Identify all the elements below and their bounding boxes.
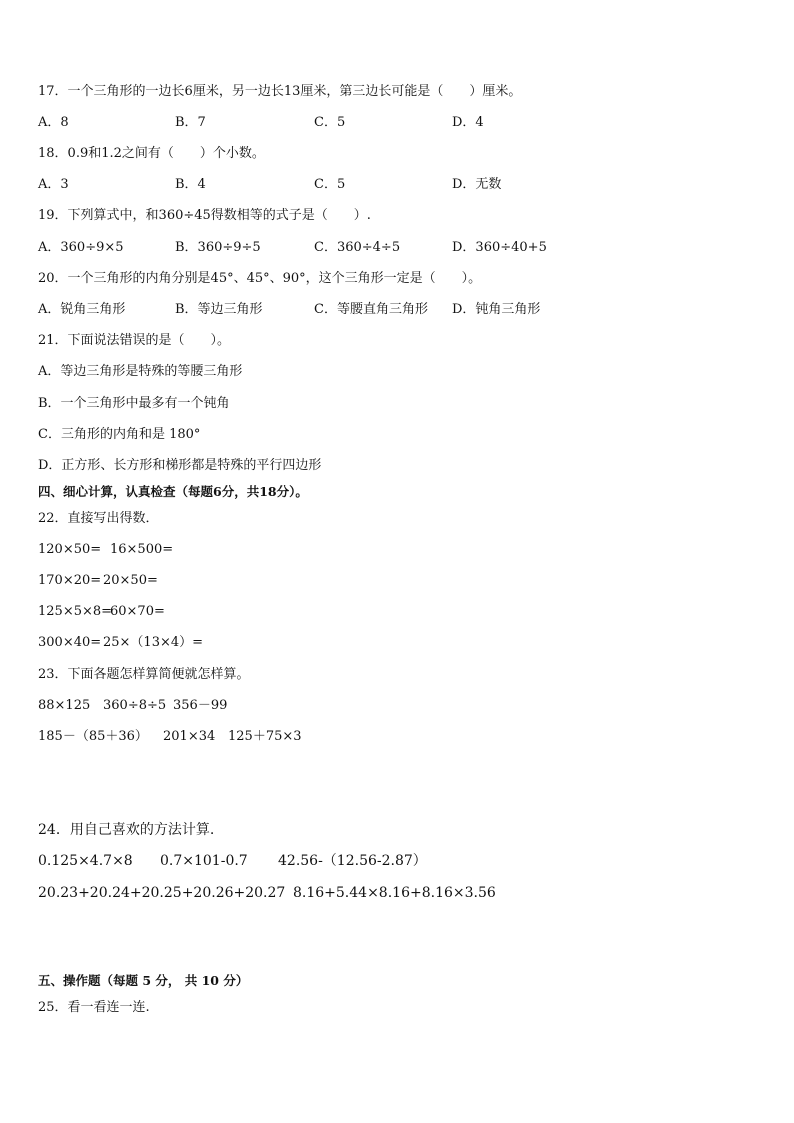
- q22-row1-expr2: 16×500=: [110, 542, 174, 557]
- question-17-stem: 17．一个三角形的一边长6厘米，另一边长13厘米，第三边长可能是（ ）厘米。: [38, 84, 522, 99]
- q23-row1-expr3: 356－99: [173, 698, 228, 713]
- q23-row2-expr1: 185－（85＋36）: [38, 729, 148, 744]
- question-19-option-c: C．360÷4÷5: [314, 240, 401, 255]
- q22-row3-expr2: 60×70=: [110, 604, 165, 619]
- question-24-stem: 24．用自己喜欢的方法计算.: [38, 822, 215, 838]
- q22-row1-expr1: 120×50=: [38, 542, 102, 557]
- q22-row2-expr1: 170×20=: [38, 573, 102, 588]
- question-18-option-b: B．4: [175, 177, 206, 192]
- q22-row4-expr2: 25×（13×4）=: [103, 635, 204, 650]
- question-25-stem: 25．看一看连一连.: [38, 1000, 150, 1015]
- question-20-option-b: B．等边三角形: [175, 302, 263, 317]
- question-19-option-a: A．360÷9×5: [38, 240, 124, 255]
- question-18-option-d: D．无数: [452, 177, 502, 192]
- question-21-option-d: D．正方形、长方形和梯形都是特殊的平行四边形: [38, 458, 322, 473]
- section-4-title: 四、细心计算，认真检查（每题6分，共18分）。: [38, 484, 308, 499]
- question-20-option-c: C．等腰直角三角形: [314, 302, 428, 317]
- question-17-option-d: D．4: [452, 115, 484, 130]
- q23-row2-expr3: 125＋75×3: [228, 729, 302, 744]
- question-20-option-a: A．锐角三角形: [38, 302, 126, 317]
- q22-row2-expr2: 20×50=: [103, 573, 158, 588]
- question-21-option-c: C．三角形的内角和是 180°: [38, 427, 201, 442]
- question-21-option-b: B．一个三角形中最多有一个钝角: [38, 396, 230, 411]
- question-20-stem: 20．一个三角形的内角分别是45°、45°、90°，这个三角形一定是（ ）。: [38, 271, 482, 286]
- q24-row2-expr1: 20.23+20.24+20.25+20.26+20.27: [38, 885, 286, 901]
- q24-row1-expr1: 0.125×4.7×8: [38, 853, 133, 869]
- question-21-stem: 21．下面说法错误的是（ ）。: [38, 333, 231, 348]
- question-23-stem: 23．下面各题怎样算简便就怎样算。: [38, 667, 250, 682]
- question-17-option-c: C．5: [314, 115, 346, 130]
- question-17-option-a: A．8: [38, 115, 69, 130]
- question-19-option-d: D．360÷40+5: [452, 240, 547, 255]
- question-18-option-c: C．5: [314, 177, 346, 192]
- q22-row3-expr1: 125×5×8=: [38, 604, 113, 619]
- question-22-stem: 22．直接写出得数．: [38, 511, 159, 526]
- question-19-option-b: B．360÷9÷5: [175, 240, 261, 255]
- q23-row1-expr2: 360÷8÷5: [103, 698, 167, 713]
- question-18-stem: 18．0.9和1.2之间有（ ）个小数。: [38, 146, 265, 161]
- question-18-option-a: A．3: [38, 177, 69, 192]
- question-21-option-a: A．等边三角形是特殊的等腰三角形: [38, 364, 243, 379]
- q23-row2-expr2: 201×34: [163, 729, 216, 744]
- question-17-option-b: B．7: [175, 115, 206, 130]
- q24-row1-expr3: 42.56-（12.56-2.87）: [278, 853, 427, 869]
- q24-row2-expr2: 8.16+5.44×8.16+8.16×3.56: [293, 885, 496, 901]
- question-20-option-d: D．钝角三角形: [452, 302, 541, 317]
- q23-row1-expr1: 88×125: [38, 698, 91, 713]
- q22-row4-expr1: 300×40=: [38, 635, 102, 650]
- question-19-stem: 19．下列算式中，和360÷45得数相等的式子是（ ）.: [38, 208, 371, 223]
- q24-row1-expr2: 0.7×101-0.7: [160, 853, 248, 869]
- section-5-title: 五、操作题（每题 5 分， 共 10 分）: [38, 973, 249, 988]
